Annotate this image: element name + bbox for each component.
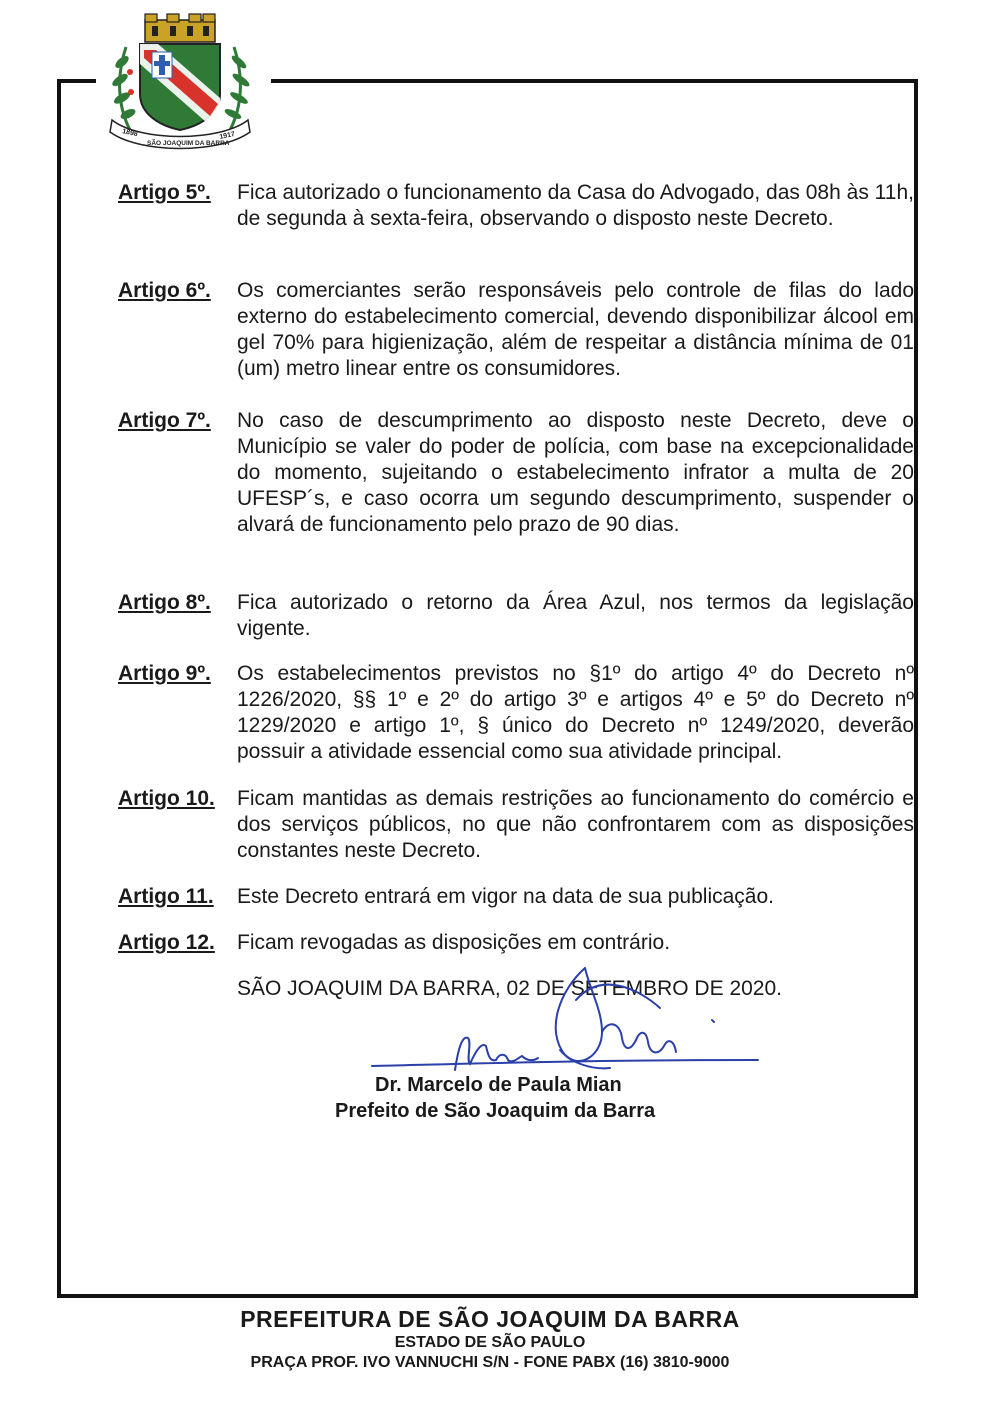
city-coat-of-arms — [100, 12, 260, 157]
article-8 — [118, 590, 914, 642]
article-label: Artigo 12. — [118, 931, 215, 954]
article-12 — [118, 930, 914, 956]
signatory-title: Prefeito de São Joaquim da Barra — [335, 1100, 656, 1122]
svg-text:SÃO JOAQUIM DA BARRA: SÃO JOAQUIM DA BARRA — [147, 140, 230, 147]
article-text: Fica autorizado o funcionamento da Casa do Advogado, das 08h às 11h, de segunda à sexta-feira, observando o disposto neste Decreto. — [237, 181, 914, 230]
article-text: Fica autorizado o retorno da Área Azul, nos termos da legislação vigente. — [237, 591, 914, 640]
footer-organization: PREFEITURA DE SÃO JOAQUIM DA BARRA — [240, 1306, 740, 1332]
footer-address: PRAÇA PROF. IVO VANNUCHI S/N - FONE PABX (16) 3810-9000 — [250, 1354, 730, 1371]
article-label: Artigo 11. — [118, 885, 214, 908]
article-label: Artigo 5º. — [118, 181, 211, 204]
article-label: Artigo 6º. — [118, 279, 211, 302]
handwritten-signature — [340, 960, 770, 1090]
article-7 — [118, 408, 914, 538]
article-text: Este Decreto entrará em vigor na data de sua publicação. — [237, 885, 774, 908]
article-10 — [118, 786, 914, 864]
shield-icon — [140, 44, 220, 130]
article-9 — [118, 661, 914, 765]
sugarcane-right-icon — [223, 47, 251, 130]
place-and-date: SÃO JOAQUIM DA BARRA, 02 DE SETEMBRO DE 2020. — [237, 977, 782, 1000]
article-text: Os estabelecimentos previstos no §1º do artigo 4º do Decreto nº 1226/2020, §§ 1º e 2º do artigo 3º e artigos 4º e 5º do Decreto nº 1229/2020 e artigo 1º, § único do Decreto nº 1249/2020, deverão possuir a atividade essencial como sua atividade principal. — [237, 662, 914, 763]
coffee-branch-left-icon — [110, 47, 137, 130]
svg-text:1917: 1917 — [218, 130, 236, 141]
article-text: Os comerciantes serão responsáveis pelo controle de filas do lado externo do estabelecimento comercial, devendo disponibilizar álcool em gel 70% para higienização, além de respeitar a distância mínima de 01 (um) metro linear entre os consumidores. — [237, 279, 914, 380]
article-label: Artigo 8º. — [118, 591, 211, 614]
signatory-name: Dr. Marcelo de Paula Mian — [375, 1074, 622, 1096]
crown-icon — [145, 14, 215, 42]
svg-text:1898: 1898 — [121, 128, 139, 139]
article-6 — [118, 278, 914, 382]
article-text: Ficam revogadas as disposições em contrário. — [237, 931, 671, 954]
article-5 — [118, 180, 914, 232]
article-label: Artigo 10. — [118, 787, 215, 810]
article-text: No caso de descumprimento ao disposto neste Decreto, deve o Município se valer do poder de polícia, com base na excepcionalidade do momento, sujeitando o estabelecimento infrator a multa de 20 UFESP´s, e caso ocorra um segundo descumprimento, suspender o alvará de funcionamento pelo prazo de 90 dias. — [237, 409, 914, 536]
article-text: Ficam mantidas as demais restrições ao funcionamento do comércio e dos serviços públicos, no que não confrontarem com as disposições constantes neste Decreto. — [237, 787, 914, 862]
article-label: Artigo 9º. — [118, 662, 211, 685]
article-label: Artigo 7º. — [118, 409, 211, 432]
footer-state: ESTADO DE SÃO PAULO — [394, 1334, 586, 1351]
article-11 — [118, 884, 914, 910]
